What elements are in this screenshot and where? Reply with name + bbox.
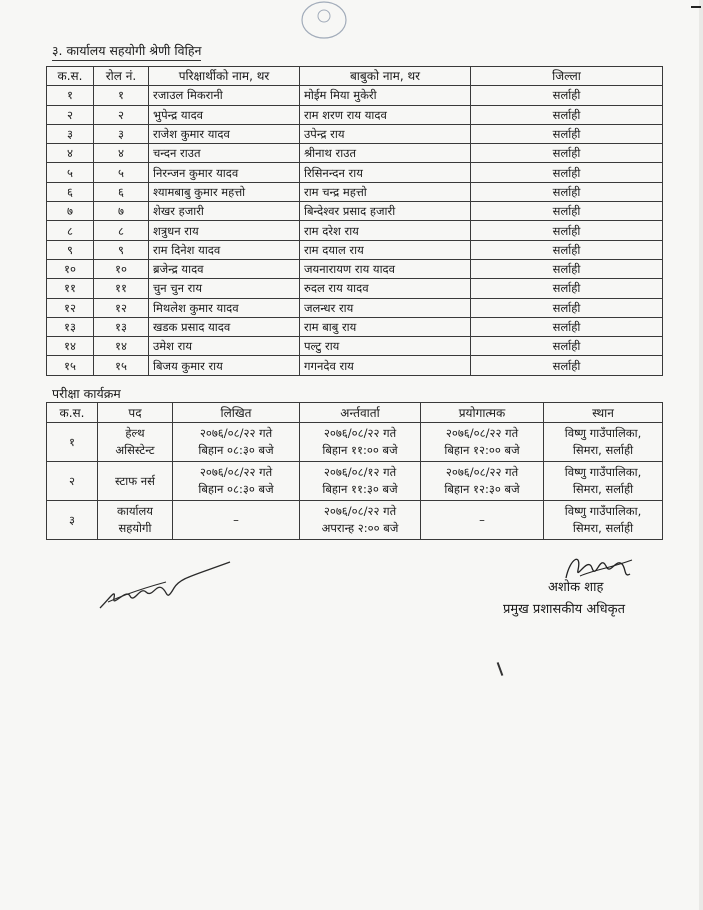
cell-venue-line: सिमरा, सर्लाही: [572, 521, 634, 535]
candidate-table-body: [47, 86, 663, 375]
cell-venue: [544, 501, 663, 540]
cell-district: सर्लाही: [471, 124, 663, 143]
cell-post-line: सहयोगी: [118, 521, 152, 535]
header-venue: स्थान: [544, 403, 663, 423]
cell-father-name: बिन्देश्वर प्रसाद हजारी: [300, 202, 471, 221]
officer-name-stamp: [517, 620, 525, 644]
cell-district: सर्लाही: [471, 337, 663, 356]
header-practical: प्रयोगात्मक: [421, 403, 544, 423]
cell-candidate-name: निरन्जन कुमार यादव: [149, 163, 300, 182]
header-serial: क.स.: [47, 403, 98, 423]
cell-interview: [300, 462, 421, 501]
header-interview: अर्न्तवार्ता: [300, 403, 421, 423]
table-row: [47, 259, 663, 278]
cell-practical: [421, 462, 544, 501]
cell-serial: १३: [47, 317, 94, 336]
cell-practical: [421, 501, 544, 540]
cell-candidate-name: खडक प्रसाद यादव: [149, 317, 300, 336]
table-header-row: [47, 67, 663, 86]
cell-practical-line: बिहान १२:३० बजे: [444, 482, 520, 496]
cell-serial: १०: [47, 259, 94, 278]
cell-venue-line: विष्णु गाउँपालिका,: [564, 465, 642, 479]
cell-roll-no: १: [94, 86, 149, 105]
header-district: जिल्ला: [471, 67, 663, 86]
cell-practical-line: २०७६/०८/२२ गते: [445, 465, 519, 479]
cell-father-name: राम शरण राय यादव: [300, 105, 471, 124]
cell-roll-no: १२: [94, 298, 149, 317]
cell-interview-line: २०७६/०८/२२ गते: [323, 426, 397, 440]
cell-district: सर्लाही: [471, 356, 663, 375]
cell-father-name: जलन्धर राय: [300, 298, 471, 317]
cell-written-line: २०७६/०८/२२ गते: [199, 465, 273, 479]
cell-roll-no: १०: [94, 259, 149, 278]
cell-serial: ११: [47, 279, 94, 298]
cell-serial: १५: [47, 356, 94, 375]
cell-roll-no: ५: [94, 163, 149, 182]
header-serial: क.स.: [47, 67, 94, 86]
header-written: लिखित: [173, 403, 300, 423]
cell-practical: [421, 423, 544, 462]
cell-post: [98, 423, 173, 462]
cell-practical-line: –: [479, 512, 485, 527]
officer-name: अशोक शाह: [548, 580, 604, 595]
ink-mark: [497, 662, 504, 676]
cell-father-name: राम दयाल राय: [300, 240, 471, 259]
cell-district: सर्लाही: [471, 182, 663, 201]
cell-venue-line: सिमरा, सर्लाही: [572, 482, 634, 496]
cell-father-name: राम बाबु राय: [300, 317, 471, 336]
cell-candidate-name: शत्रुधन राय: [149, 221, 300, 240]
cell-written-line: बिहान ०८:३० बजे: [198, 482, 274, 496]
cell-written: [173, 462, 300, 501]
cell-candidate-name: राजेश कुमार यादव: [149, 124, 300, 143]
table-row: [47, 279, 663, 298]
cell-venue-line: विष्णु गाउँपालिका,: [564, 504, 642, 518]
cell-sn: २: [47, 462, 98, 501]
cell-father-name: पल्टु राय: [300, 337, 471, 356]
cell-roll-no: १४: [94, 337, 149, 356]
cell-sn: ३: [47, 501, 98, 540]
table-row: [47, 144, 663, 163]
cell-roll-no: १३: [94, 317, 149, 336]
section-title: ३. कार्यालय सहयोगी श्रेणी विहिन: [52, 42, 201, 61]
cell-roll-no: ६: [94, 182, 149, 201]
cell-venue-line: विष्णु गाउँपालिका,: [564, 426, 642, 440]
cell-serial: ५: [47, 163, 94, 182]
handwritten-signature-left: [96, 558, 236, 618]
table-row: [47, 337, 663, 356]
cell-district: सर्लाही: [471, 240, 663, 259]
table-row: [47, 298, 663, 317]
table-row: [47, 86, 663, 105]
cell-sn: १: [47, 423, 98, 462]
cell-roll-no: ८: [94, 221, 149, 240]
candidate-table: [46, 66, 663, 376]
cell-serial: २: [47, 105, 94, 124]
stamp-name-graphic: [515, 620, 526, 645]
cell-father-name: श्रीनाथ राउत: [300, 144, 471, 163]
header-roll-no: रोल नं.: [94, 67, 149, 86]
cell-written: [173, 501, 300, 540]
table-row: [47, 221, 663, 240]
cell-roll-no: १५: [94, 356, 149, 375]
cell-post-line: स्टाफ नर्स: [115, 473, 155, 488]
table-row: [47, 462, 663, 501]
cell-candidate-name: बिजय कुमार राय: [149, 356, 300, 375]
cell-father-name: राम चन्द्र महत्तो: [300, 182, 471, 201]
cell-venue: [544, 462, 663, 501]
cell-district: सर्लाही: [471, 144, 663, 163]
header-candidate-name: परिक्षार्थीको नाम, थर: [149, 67, 300, 86]
cell-district: सर्लाही: [471, 259, 663, 278]
schedule-title: परीक्षा कार्यक्रम: [52, 386, 121, 401]
cell-interview: [300, 501, 421, 540]
cell-post-line: कार्यालय: [117, 504, 153, 518]
cell-serial: ७: [47, 202, 94, 221]
cell-district: सर्लाही: [471, 86, 663, 105]
cell-candidate-name: भुपेन्द्र यादव: [149, 105, 300, 124]
cell-father-name: राम दरेश राय: [300, 221, 471, 240]
cell-roll-no: ७: [94, 202, 149, 221]
cell-venue: [544, 423, 663, 462]
cell-district: सर्लाही: [471, 221, 663, 240]
cell-candidate-name: शेखर हजारी: [149, 202, 300, 221]
table-row: [47, 163, 663, 182]
cell-practical-line: २०७६/०८/२२ गते: [445, 426, 519, 440]
cell-candidate-name: मिथलेश कुमार यादव: [149, 298, 300, 317]
officer-title: प्रमुख प्रशासकीय अधिकृत: [503, 602, 626, 617]
cell-post: [98, 462, 173, 501]
cell-written: [173, 423, 300, 462]
cell-district: सर्लाही: [471, 298, 663, 317]
table-row: [47, 202, 663, 221]
cell-written-line: २०७६/०८/२२ गते: [199, 426, 273, 440]
cell-serial: १४: [47, 337, 94, 356]
cell-district: सर्लाही: [471, 317, 663, 336]
table-row: [47, 501, 663, 540]
cell-venue-line: सिमरा, सर्लाही: [572, 443, 634, 457]
cell-practical-line: बिहान १२:०० बजे: [444, 443, 520, 457]
cell-father-name: जयनारायण राय यादव: [300, 259, 471, 278]
table-row: [47, 124, 663, 143]
cell-interview-line: २०७६/०८/२२ गते: [323, 504, 397, 518]
cell-serial: ९: [47, 240, 94, 259]
cell-written-line: –: [233, 512, 239, 527]
table-row: [47, 182, 663, 201]
cell-serial: ६: [47, 182, 94, 201]
header-post: पद: [98, 403, 173, 423]
schedule-table-body: [47, 423, 663, 540]
cell-serial: १: [47, 86, 94, 105]
cell-district: सर्लाही: [471, 105, 663, 124]
cell-serial: ४: [47, 144, 94, 163]
cell-candidate-name: श्यामबाबु कुमार महत्तो: [149, 182, 300, 201]
cell-candidate-name: राम दिनेश यादव: [149, 240, 300, 259]
cell-serial: ८: [47, 221, 94, 240]
cell-interview-line: बिहान ११:३० बजे: [322, 482, 398, 496]
cell-roll-no: ४: [94, 144, 149, 163]
cell-interview-line: बिहान ११:०० बजे: [322, 443, 398, 457]
cell-district: सर्लाही: [471, 202, 663, 221]
cell-father-name: उपेन्द्र राय: [300, 124, 471, 143]
cell-interview: [300, 423, 421, 462]
cell-serial: १२: [47, 298, 94, 317]
cell-father-name: रिसिनन्दन राय: [300, 163, 471, 182]
table-row: [47, 240, 663, 259]
cell-serial: ३: [47, 124, 94, 143]
header-father-name: बाबुको नाम, थर: [300, 67, 471, 86]
cell-father-name: मोईम मिया मुकेरी: [300, 86, 471, 105]
cell-candidate-name: चुन चुन राय: [149, 279, 300, 298]
cell-interview-line: २०७६/०८/१२ गते: [323, 465, 397, 479]
cell-candidate-name: उमेश राय: [149, 337, 300, 356]
table-row: [47, 356, 663, 375]
cell-roll-no: २: [94, 105, 149, 124]
cell-post-line: असिस्टेन्ट: [115, 443, 155, 457]
cell-father-name: गगनदेव राय: [300, 356, 471, 375]
cell-post-line: हेल्थ: [125, 426, 145, 440]
cell-candidate-name: चन्दन राउत: [149, 144, 300, 163]
cell-post: [98, 501, 173, 540]
exam-schedule-table: [46, 402, 663, 540]
cell-candidate-name: ब्रजेन्द्र यादव: [149, 259, 300, 278]
table-header-row: [47, 403, 663, 423]
cell-district: सर्लाही: [471, 163, 663, 182]
cell-roll-no: ११: [94, 279, 149, 298]
cell-roll-no: ९: [94, 240, 149, 259]
cell-written-line: बिहान ०८:३० बजे: [198, 443, 274, 457]
table-row: [47, 317, 663, 336]
corner-mark: [691, 6, 701, 8]
table-row: [47, 423, 663, 462]
cell-roll-no: ३: [94, 124, 149, 143]
cell-candidate-name: रजाउल मिकरानी: [149, 86, 300, 105]
cell-district: सर्लाही: [471, 279, 663, 298]
cell-interview-line: अपरान्ह २:०० बजे: [321, 521, 399, 535]
table-row: [47, 105, 663, 124]
cell-father-name: रुदल राय यादव: [300, 279, 471, 298]
page-edge: [699, 0, 703, 910]
